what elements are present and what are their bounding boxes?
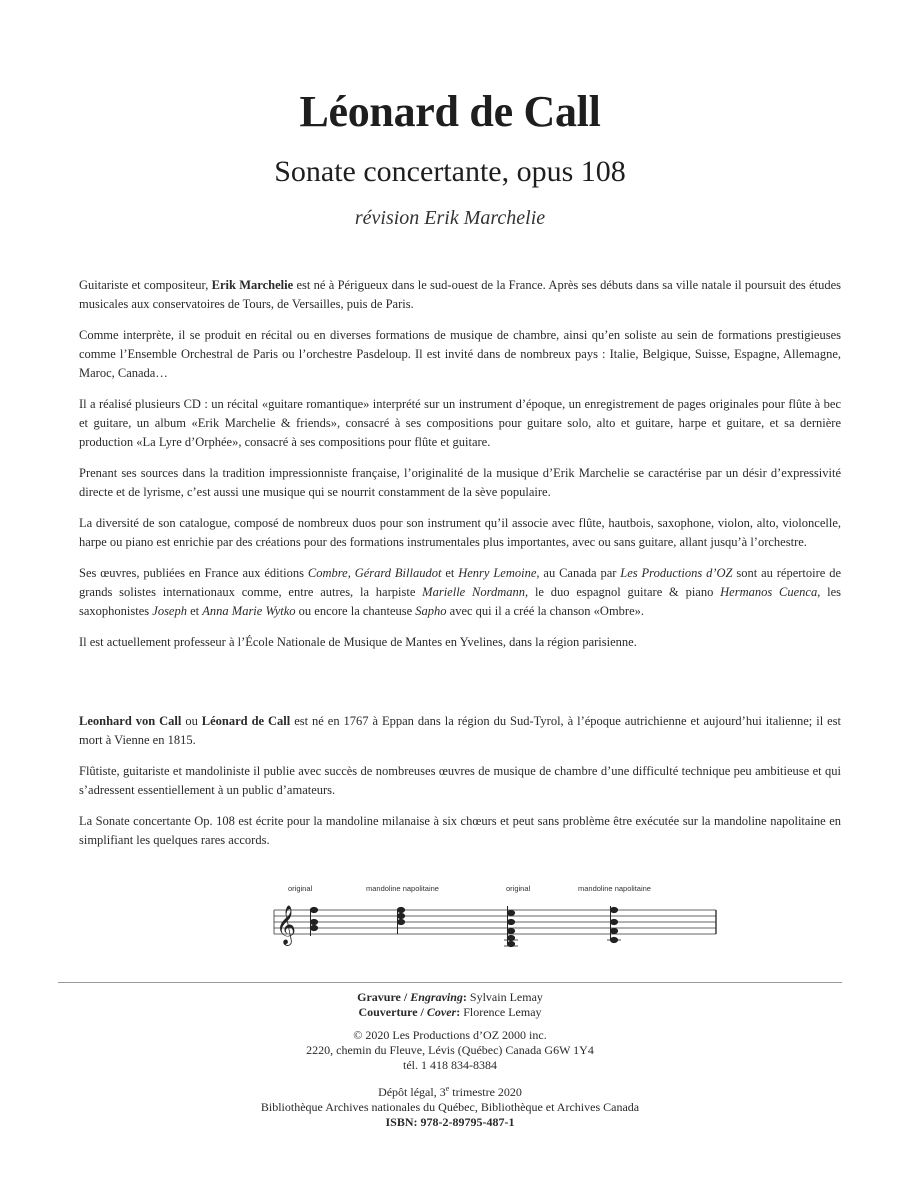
phone-line: tél. 1 418 834-8384	[403, 1058, 497, 1072]
text: trimestre 2020	[449, 1085, 522, 1099]
name-bold: Leonhard von Call	[79, 714, 182, 728]
composer-biography	[79, 712, 841, 862]
text: avec qui il a créé la chanson «Ombre».	[446, 604, 645, 618]
name-bold: Erik Marchelie	[211, 278, 294, 292]
publisher-name: Les Productions d’OZ	[620, 566, 733, 580]
text: est né à Périgueux dans le sud-ouest de la France. Après ses débuts dans sa ville natale il poursuit des études musicales aux conservatoires de Tours, de Versailles, puis de Paris.	[79, 278, 842, 311]
text: , au Canada par	[536, 566, 621, 580]
composer-paragraph-2: Flûtiste, guitariste et mandoliniste il publie avec succès de nombreuses œuvres de musique de chambre d’une difficulté technique peu ambitieuse et qui s’adressent essentiellement à un public d’amateurs.	[79, 764, 841, 797]
text: ou encore la chanteuse	[295, 604, 416, 618]
label-colon: :	[456, 1005, 461, 1019]
isbn-line: ISBN: 978-2-89795-487-1	[385, 1115, 515, 1129]
bio-paragraph-5: La diversité de son catalogue, composé de nombreux duos pour son instrument qu’il associe avec flûte, hautbois, saxophone, violon, alto, violoncelle, harpe ou piano est enrichie par des créations pour des formations instrumentales plus importantes, avec ou sans guitare, allant jusqu’à l’orchestre.	[79, 516, 841, 549]
text: et	[441, 566, 459, 580]
library-line: Bibliothèque Archives nationales du Québec, Bibliothèque et Archives Canada	[260, 1100, 640, 1114]
text: ,	[347, 566, 355, 580]
bio-paragraph-3: Il a réalisé plusieurs CD : un récital «guitare romantique» interprété sur un instrument d’époque, un enregistrement de pages originales pour flûte à bec et guitare, un album «Erik Marchelie & friends», consacré à ses compositions pour guitare solo, alto et guitare, harpe et guitare, et sa dernière production «La Lyre d’Orphée», consacré à ses compositions pour flûte et guitare.	[79, 397, 841, 449]
cover-artist-name: Florence Lemay	[460, 1005, 542, 1019]
artist-name: Hermanos Cuenca	[720, 585, 818, 599]
artist-name: Anna Marie Wytko	[202, 604, 296, 618]
label: Couverture /	[358, 1005, 427, 1019]
composer-title: Léonard de Call	[299, 87, 601, 136]
label-colon: :	[462, 990, 467, 1004]
label-en: Cover	[426, 1005, 457, 1019]
music-staff	[270, 878, 720, 958]
music-label-original: original	[506, 884, 531, 893]
publisher-name: Gérard Billaudot	[354, 566, 442, 580]
music-label-napolitaine: mandoline napolitaine	[578, 884, 651, 893]
bio-paragraph-6	[79, 564, 841, 621]
music-label-original: original	[288, 884, 313, 893]
bio-paragraph-7: Il est actuellement professeur à l’École Nationale de Musique de Mantes en Yvelines, dans la région parisienne.	[79, 635, 637, 649]
text: , le duo espagnol guitare & piano	[525, 585, 721, 599]
work-subtitle: Sonate concertante, opus 108	[274, 155, 626, 188]
artist-name: Joseph	[152, 604, 187, 618]
bio-paragraph-4: Prenant ses sources dans la tradition impressionniste française, l’originalité de la musique d’Erik Marchelie se caractérise par un désir d’expressivité directe et de lyrisme, c’est aussi une musique qui se nourrit constamment de la sève populaire.	[79, 466, 841, 499]
composer-paragraph-3: La Sonate concertante Op. 108 est écrite pour la mandoline milanaise à six chœurs et peut sans problème être exécutée sur la mandoline napolitaine en simplifiant les quelques rares accords.	[79, 814, 841, 847]
cover-credit	[0, 1005, 900, 1020]
publisher-name: Combre	[307, 566, 348, 580]
bio-paragraph-1	[79, 276, 841, 314]
engraver-name: Sylvain Lemay	[466, 990, 543, 1004]
name-bold: Léonard de Call	[201, 714, 291, 728]
engraving-credit	[0, 990, 900, 1005]
text: Dépôt légal, 3	[378, 1085, 446, 1099]
music-label-napolitaine: mandoline napolitaine	[366, 884, 439, 893]
text: Guitariste et compositeur,	[79, 278, 212, 292]
text: et	[186, 604, 203, 618]
treble-clef-icon	[276, 905, 296, 946]
text: , les saxophonistes	[79, 585, 842, 618]
publication-credits	[0, 990, 900, 1130]
address-line: 2220, chemin du Fleuve, Lévis (Québec) Canada G6W 1Y4	[306, 1043, 594, 1057]
text: sont au répertoire de grands solistes internationaux comme, entre autres, la harpiste	[79, 566, 842, 599]
music-example	[270, 878, 720, 958]
artist-name: Marielle Nordmann	[422, 585, 526, 599]
artist-name: Sapho	[415, 604, 447, 618]
text: Ses œuvres, publiées en France aux éditions	[79, 566, 308, 580]
divider	[58, 982, 842, 983]
copyright-line: © 2020 Les Productions d’OZ 2000 inc.	[353, 1028, 547, 1042]
legal-deposit-line	[0, 1081, 900, 1100]
label: Gravure /	[357, 990, 411, 1004]
bio-paragraph-2: Comme interprète, il se produit en récital ou en diverses formations de musique de chambre, ainsi qu’en soliste au sein de formations prestigieuses comme l’Ensemble Orchestral de Paris ou l’orchestre Pasdeloup. Il est invité dans de nombreux pays : Italie, Belgique, Suisse, Espagne, Allemagne, Maroc, Canada…	[79, 328, 841, 380]
reviser-biography	[79, 276, 841, 664]
superscript: e	[445, 1084, 450, 1093]
composer-paragraph-1	[79, 712, 841, 750]
text: est né en 1767 à Eppan dans la région du Sud-Tyrol, à l’époque autrichienne et aujourd’hui italienne; il est mort à Vienne en 1815.	[79, 714, 842, 747]
text: ou	[181, 714, 202, 728]
reviser-credit: révision Erik Marchelie	[354, 207, 546, 229]
svg-text:𝄞: 𝄞	[276, 905, 297, 945]
label-en: Engraving	[410, 990, 463, 1004]
publisher-name: Henry Lemoine	[458, 566, 537, 580]
